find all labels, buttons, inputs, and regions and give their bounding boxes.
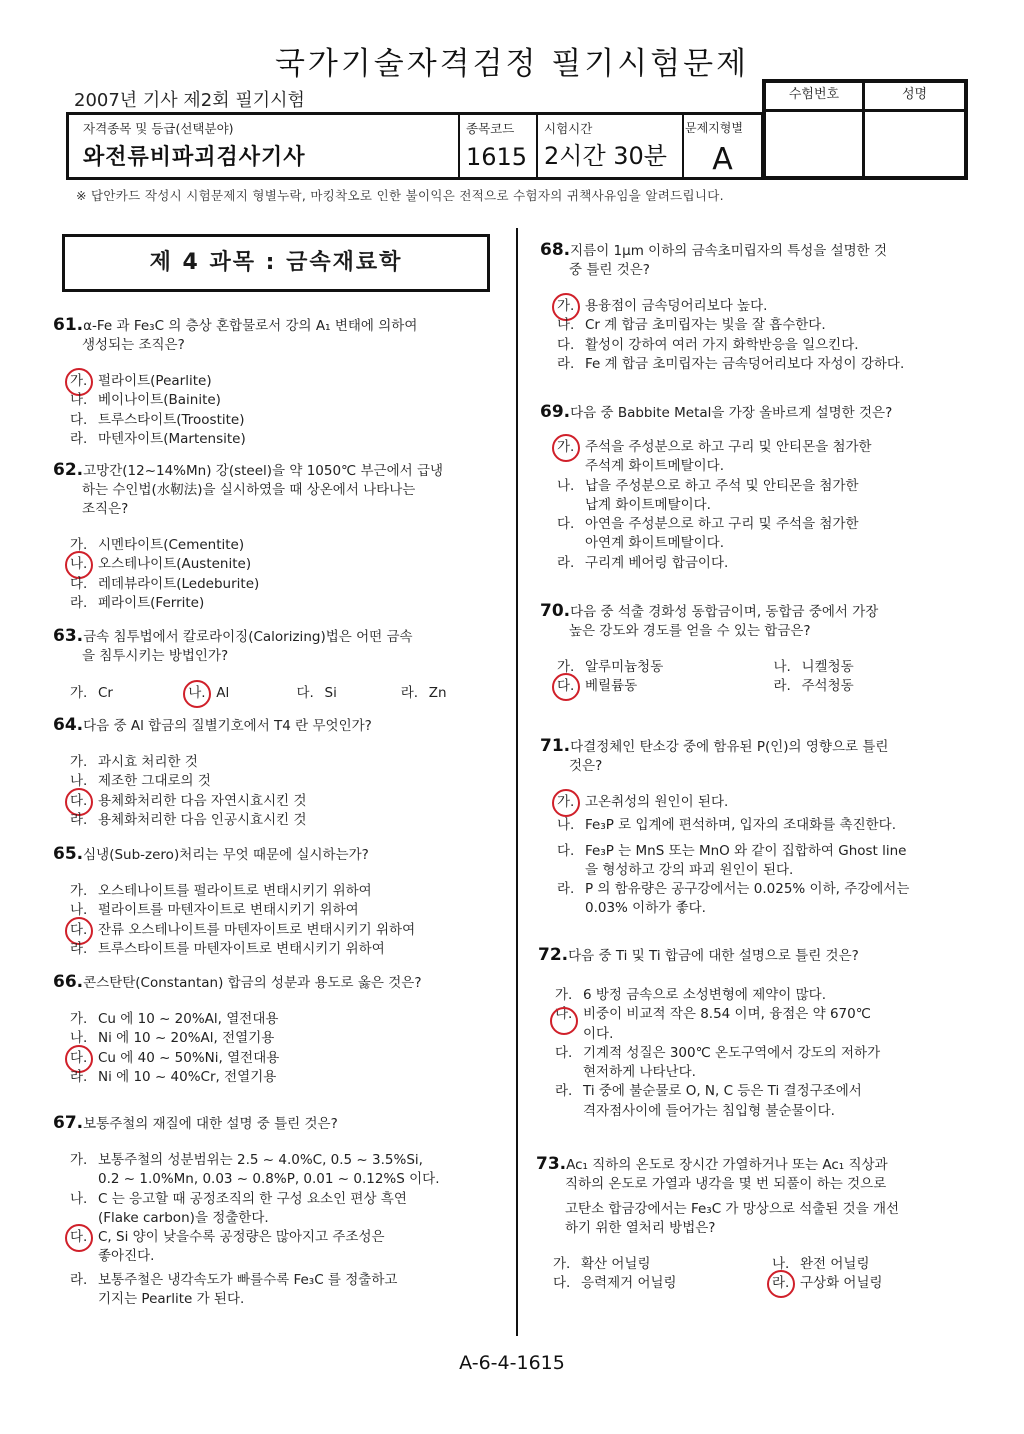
option-da[interactable]: 다. 활성이 강하여 여러 가지 화학반응을 일으킨다.	[557, 336, 859, 353]
option-da[interactable]: 다. 용체화처리한 다음 자연시효시킨 것	[70, 792, 503, 811]
option-ra[interactable]: 라. Zn	[400, 685, 447, 701]
question-text: 다음 중 Ti 및 Ti 합금에 대한 설명으로 틀린 것은?	[568, 948, 859, 964]
option-da[interactable]: 다. C, Si 양이 낮을수록 공정량은 많아지고 주조성은 좋아진다.	[70, 1228, 508, 1267]
option-ga[interactable]: 가. 용융점이 금속덩어리보다 높다.	[557, 297, 990, 316]
option-na[interactable]: 나. 니켈청동	[773, 659, 854, 675]
question-text: 을 침투시키는 방법인가?	[82, 648, 229, 664]
qualification-label: 자격종목 및 등급(선택분야)	[83, 121, 234, 136]
option-da[interactable]: 다. 트루스타이트(Troostite)	[70, 411, 245, 428]
option-ga[interactable]: 가. 고온취성의 원인이 된다.	[557, 793, 990, 812]
option-ra[interactable]: 라. 마텐자이트(Martensite)	[70, 430, 246, 447]
question-64	[53, 716, 503, 830]
candidate-number-label: 수험번호	[766, 83, 865, 112]
question-62	[53, 461, 503, 613]
qualification-value: 와전류비파괴검사기사	[83, 145, 306, 170]
subject-code-cell	[460, 115, 538, 177]
question-text: Ac₁ 직하의 온도로 장시간 가열하거나 또는 Ac₁ 직상과	[566, 1157, 888, 1173]
option-na[interactable]: 나. C 는 응고할 때 공정조직의 한 구성 요소인 편상 흑연 (Flake carbon)을 정출한다.	[70, 1190, 407, 1226]
question-number: 67.	[53, 1113, 84, 1133]
option-ra[interactable]: 라. P 의 함유량은 공구강에서는 0.025% 이하, 주강에서는 0.03% 이하가 좋다.	[557, 881, 910, 917]
option-na[interactable]: 나. 제조한 그대로의 것	[70, 773, 211, 790]
question-number: 62.	[53, 460, 84, 480]
option-ra[interactable]: 라. Ti 중에 불순물로 O, N, C 등은 Ti 결정구조에서 격자점사이에 들어가는 침입형 불순물이다.	[555, 1083, 862, 1119]
option-ga[interactable]: 가. Cr	[70, 685, 113, 701]
question-73	[536, 1155, 991, 1294]
answer-circle-mark	[552, 673, 580, 701]
option-ra[interactable]: 라. 페라이트(Ferrite)	[70, 594, 205, 611]
option-da[interactable]: 다. Cu 에 40 ~ 50%Ni, 열전대용	[70, 1049, 503, 1068]
column-divider	[516, 228, 518, 1336]
option-ra[interactable]: 라. 보통주철은 냉각속도가 빠를수록 Fe₃C 를 정출하고 기지는 Pearlite 가 된다.	[70, 1271, 398, 1308]
question-number: 66.	[53, 972, 84, 992]
option-ga[interactable]: 가. 확산 어닐링	[553, 1256, 651, 1272]
option-da[interactable]: 다. 기계적 성질은 300℃ 온도구역에서 강도의 저하가 현저하게 나타난다.	[555, 1044, 881, 1081]
exam-info-table	[66, 112, 764, 180]
notice-text: ※ 답안카드 작성시 시험문제지 형별누락, 마킹착오로 인한 불이익은 전적으로 수험자의 귀책사유임을 알려드립니다.	[76, 188, 724, 203]
option-da[interactable]: 다. 잔류 오스테나이트를 마텐자이트로 변태시키기 위하여	[70, 921, 503, 940]
question-text: 금속 침투법에서 칼로라이징(Calorizing)법은 어떤 금속	[83, 629, 413, 645]
option-ra[interactable]: 라. 주석청동	[773, 678, 854, 695]
option-na[interactable]: 나. 베이나이트(Bainite)	[70, 392, 221, 409]
question-number: 73.	[536, 1154, 567, 1174]
page-code: A-6-4-1615	[459, 1352, 565, 1374]
option-na[interactable]: 나. 비중이 비교적 작은 8.54 이며, 융점은 약 670℃ 이다.	[555, 1005, 988, 1044]
option-ra[interactable]: 라. 트루스타이트를 마텐자이트로 변태시키기 위하여	[70, 940, 385, 957]
paper-type-cell	[684, 115, 761, 177]
question-number: 70.	[540, 601, 571, 621]
question-text: 중 틀린 것은?	[569, 262, 650, 278]
option-da[interactable]: 다. 응력제거 어닐링	[553, 1275, 677, 1292]
question-text: 생성되는 조직은?	[82, 337, 185, 353]
question-66	[53, 973, 503, 1087]
answer-circle-mark	[552, 434, 580, 462]
question-text: 보통주철의 재질에 대한 설명 중 틀린 것은?	[83, 1116, 338, 1132]
option-da[interactable]: 다. Fe₃P 는 MnS 또는 MnO 와 같이 집합하여 Ghost line 을 형성하고 강의 파괴 원인이 된다.	[557, 842, 907, 878]
question-text: 것은?	[569, 758, 603, 774]
option-ga[interactable]: 가. 오스테나이트를 펄라이트로 변태시키기 위하여	[70, 883, 372, 899]
subject-heading: 제 4 과목 : 금속재료학	[62, 234, 490, 292]
question-65	[53, 845, 503, 959]
subject-code-value: 1615	[466, 143, 528, 171]
option-ra[interactable]: 라. 구리계 베어링 합금이다.	[557, 554, 729, 571]
question-number: 61.	[53, 315, 84, 335]
option-ra[interactable]: 라. Fe 계 합금 초미립자는 금속덩어리보다 자성이 강하다.	[557, 355, 905, 372]
question-70	[540, 602, 990, 697]
question-number: 71.	[540, 736, 571, 756]
question-number: 68.	[540, 240, 571, 260]
question-63	[53, 627, 503, 703]
paper-type-label: 문제지형별	[685, 121, 743, 135]
option-da[interactable]: 다. Si	[296, 685, 337, 701]
question-text: 고탄소 합금강에서는 Fe₃C 가 망상으로 석출된 것을 개선	[565, 1201, 900, 1217]
candidate-number-field[interactable]	[766, 112, 865, 176]
question-text: 다결정체인 탄소강 중에 함유된 P(인)의 영향으로 틀린	[570, 739, 889, 755]
candidate-name-field[interactable]	[865, 112, 964, 176]
question-61	[53, 316, 503, 449]
question-72	[538, 946, 988, 1121]
question-text: 콘스탄탄(Constantan) 합금의 성분과 용도로 옳은 것은?	[83, 975, 422, 991]
question-text: 하는 수인법(水靭法)을 실시하였을 때 상온에서 나타나는	[82, 482, 416, 498]
option-ra[interactable]: 라. 용체화처리한 다음 인공시효시킨 것	[70, 811, 307, 828]
question-69	[540, 403, 990, 573]
question-text: 다음 중 Al 합금의 질별기호에서 T4 란 무엇인가?	[83, 718, 372, 734]
question-68	[540, 241, 990, 374]
question-number: 63.	[53, 626, 84, 646]
question-number: 72.	[538, 945, 569, 965]
option-ga[interactable]: 가. 6 방정 금속으로 소성변형에 제약이 많다.	[555, 987, 826, 1003]
qualification-cell	[69, 115, 460, 177]
exam-time-cell	[538, 115, 684, 177]
exam-time-value: 2시간 30분	[544, 142, 667, 170]
subject-code-label: 종목코드	[466, 121, 515, 136]
option-na[interactable]: 나. Ni 에 10 ~ 20%Al, 전열기용	[70, 1030, 275, 1047]
option-na[interactable]: 나. 납을 주성분으로 하고 주석 및 안티몬을 첨가한 납계 화이트메탈이다.	[557, 477, 859, 513]
option-ra[interactable]: 라. Ni 에 10 ~ 40%Cr, 전열기용	[70, 1068, 277, 1085]
paper-type-value: A	[712, 142, 733, 177]
question-text: 높은 강도와 경도를 얻을 수 있는 합금은?	[569, 623, 811, 639]
option-da[interactable]: 다. 아연을 주성분으로 하고 구리 및 주석을 첨가한 아연계 화이트메탈이다.	[557, 516, 859, 552]
option-na[interactable]: 나. 오스테나이트(Austenite)	[70, 555, 503, 574]
option-ra[interactable]: 라. 구상화 어닐링	[772, 1274, 991, 1293]
question-number: 64.	[53, 715, 84, 735]
exam-subtitle: 2007년 기사 제2회 필기시험	[74, 90, 305, 111]
question-67	[53, 1114, 508, 1309]
option-na[interactable]: 나. Fe₃P 로 입계에 편석하며, 입자의 조대화를 촉진한다.	[557, 817, 896, 834]
question-text: 직하의 온도로 가열과 냉각을 몇 번 되풀이 하는 것으로	[565, 1176, 887, 1192]
question-number: 69.	[540, 402, 571, 422]
option-ga[interactable]: 가. 펄라이트(Pearlite)	[70, 372, 503, 391]
option-ga[interactable]: 가. 과시효 처리한 것	[70, 754, 198, 770]
question-text: α-Fe 과 Fe₃C 의 층상 혼합물로서 강의 A₁ 변태에 의하여	[83, 318, 418, 334]
option-na[interactable]: 나. 펄라이트를 마텐자이트로 변태시키기 위하여	[70, 902, 359, 919]
question-text: 심냉(Sub-zero)처리는 무엇 때문에 실시하는가?	[83, 847, 369, 863]
option-ga[interactable]: 가. 시멘타이트(Cementite)	[70, 537, 245, 553]
option-ga[interactable]: 가. Cu 에 10 ~ 20%Al, 열전대용	[70, 1011, 279, 1027]
question-text: 하기 위한 열처리 방법은?	[565, 1220, 716, 1236]
exam-title: 국가기술자격검정 필기시험문제	[274, 46, 750, 82]
question-text: 다음 중 석출 경화성 동합금이며, 동합금 중에서 가장	[570, 604, 879, 620]
option-na[interactable]: 나. 완전 어닐링	[772, 1256, 870, 1272]
exam-time-label: 시험시간	[544, 121, 593, 136]
question-text: 고망간(12~14%Mn) 강(steel)을 약 1050℃ 부근에서 급냉	[83, 463, 444, 479]
option-na[interactable]: 나. Cr 계 합금 초미립자는 빛을 잘 흡수한다.	[557, 317, 826, 334]
option-ga[interactable]: 가. 보통주철의 성분범위는 2.5 ~ 4.0%C, 0.5 ~ 3.5%Si, 0.2 ~ 1.0%Mn, 0.03 ~ 0.8%P, 0.01 ~ 0.12%S 이다.	[70, 1152, 440, 1188]
option-ga[interactable]: 가. 주석을 주성분으로 하고 구리 및 안티몬을 첨가한 주석계 화이트메탈이다.	[557, 438, 990, 477]
question-71	[540, 737, 990, 919]
option-na[interactable]: 나. Al	[178, 684, 286, 703]
answer-circle-mark	[183, 680, 211, 708]
answer-circle-mark	[552, 789, 580, 817]
question-text: 조직은?	[82, 501, 129, 517]
question-text: 지름이 1μm 이하의 금속초미립자의 특성을 설명한 것	[570, 243, 888, 259]
option-da[interactable]: 다. 베릴륨동	[557, 677, 774, 696]
answer-circle-mark	[767, 1270, 795, 1298]
option-da[interactable]: 다. 레데뷰라이트(Ledeburite)	[70, 575, 260, 592]
answer-circle-mark	[65, 1224, 93, 1252]
option-ga[interactable]: 가. 알루미늄청동	[557, 659, 664, 675]
question-number: 65.	[53, 844, 84, 864]
candidate-id-box	[762, 79, 968, 180]
candidate-name-label: 성명	[865, 83, 964, 112]
question-text: 다음 중 Babbite Metal을 가장 올바르게 설명한 것은?	[570, 405, 893, 421]
